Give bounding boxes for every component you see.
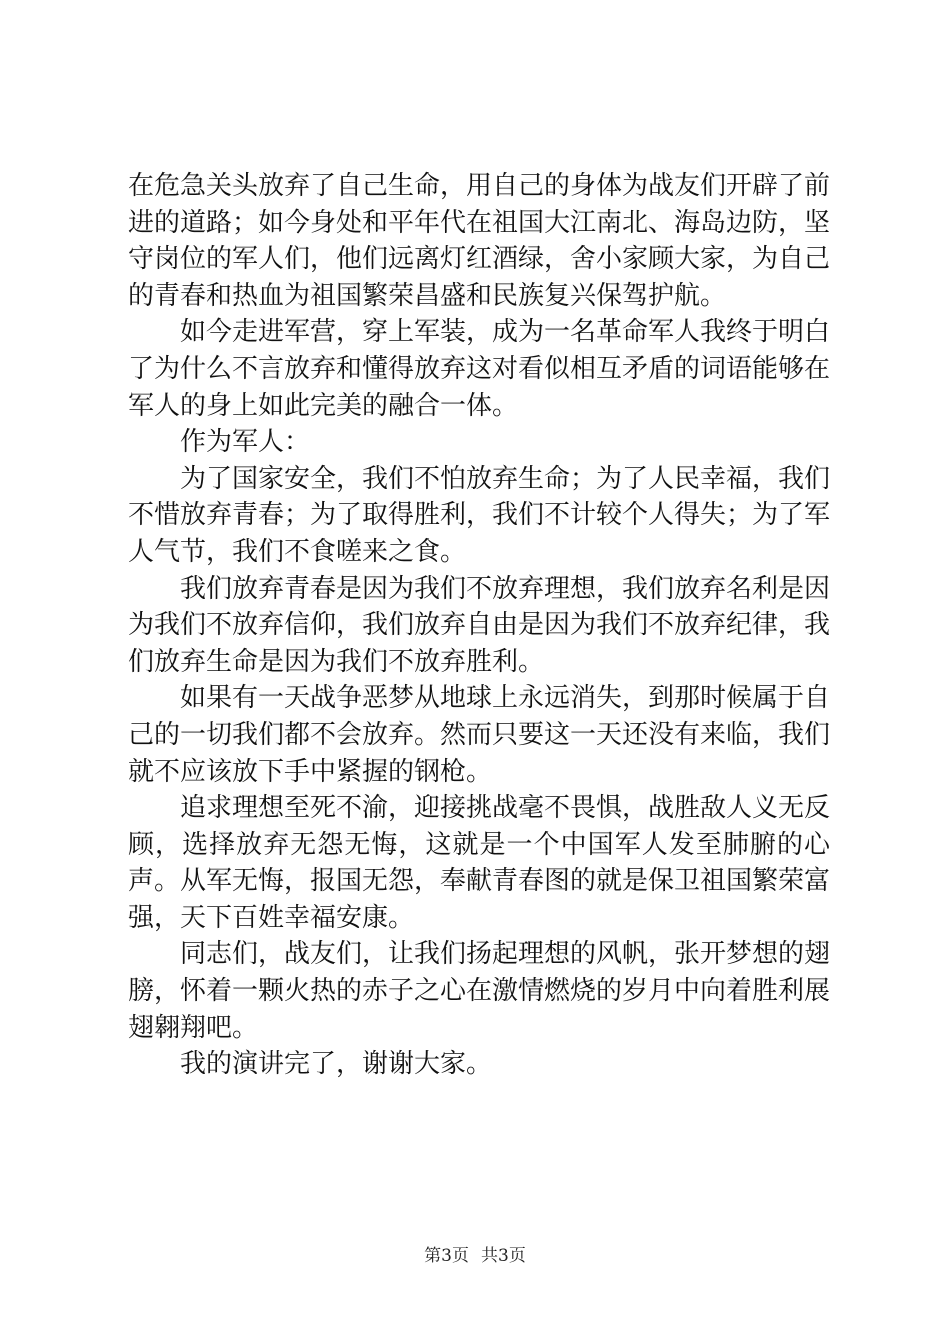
paragraph-8: 同志们，战友们，让我们扬起理想的风帆，张开梦想的翅膀，怀着一颗火热的赤子之心在激情燃烧的岁月中向着胜利展翅翱翔吧。: [128, 939, 831, 1043]
paragraph-6: 如果有一天战争恶梦从地球上永远消失，到那时候属于自己的一切我们都不会放弃。然而只要这一天还没有来临，我们就不应该放下手中紧握的钢枪。: [128, 683, 831, 787]
document-body: [128, 168, 830, 1083]
paragraph-7: 追求理想至死不渝，迎接挑战毫不畏惧，战胜敌人义无反顾，选择放弃无怨无悔，这就是一个中国军人发至肺腑的心声。从军无悔，报国无怨，奉献青春图的就是保卫祖国繁荣富强，天下百姓幸福安康。: [128, 793, 831, 933]
page-number: 第3页: [424, 1246, 469, 1266]
paragraph-1: 在危急关头放弃了自己生命，用自己的身体为战友们开辟了前进的道路；如今身处和平年代在祖国大江南北、海岛边防，坚守岗位的军人们，他们远离灯红酒绿，舍小家顾大家，为自己的青春和热血为祖国繁荣昌盛和民族复兴保驾护航。: [128, 171, 831, 311]
page-total: 共3页: [481, 1246, 526, 1266]
paragraph-2: 如今走进军营，穿上军装，成为一名革命军人我终于明白了为什么不言放弃和懂得放弃这对看似相互矛盾的词语能够在军人的身上如此完美的融合一体。: [128, 317, 831, 421]
paragraph-3: 作为军人：: [180, 427, 311, 458]
page-footer: [0, 1245, 950, 1267]
paragraph-5: 我们放弃青春是因为我们不放弃理想，我们放弃名利是因为我们不放弃信仰，我们放弃自由是因为我们不放弃纪律，我们放弃生命是因为我们不放弃胜利。: [128, 573, 831, 677]
paragraph-9: 我的演讲完了，谢谢大家。: [180, 1049, 493, 1080]
paragraph-4: 为了国家安全，我们不怕放弃生命；为了人民幸福，我们不惜放弃青春；为了取得胜利，我们不计较个人得失；为了军人气节，我们不食嗟来之食。: [128, 463, 831, 567]
